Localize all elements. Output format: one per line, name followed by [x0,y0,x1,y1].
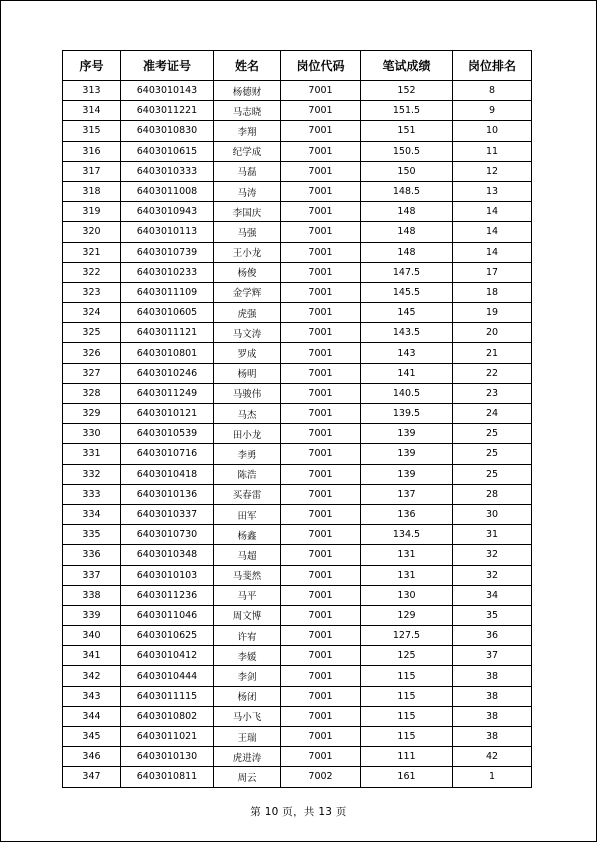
cell-rank: 11 [453,141,532,161]
cell-name: 马志晓 [214,101,281,121]
cell-exam-id: 6403011109 [121,282,214,302]
cell-exam-id: 6403011121 [121,323,214,343]
cell-rank: 21 [453,343,532,363]
cell-name: 李翔 [214,121,281,141]
cell-seq: 314 [63,101,121,121]
cell-post-code: 7001 [281,242,361,262]
cell-name: 马斐然 [214,565,281,585]
table-row [63,81,532,101]
cell-rank: 19 [453,303,532,323]
cell-post-code: 7001 [281,727,361,747]
cell-seq: 328 [63,383,121,403]
cell-score: 134.5 [361,525,453,545]
cell-name: 马涛 [214,181,281,201]
cell-seq: 329 [63,404,121,424]
cell-rank: 38 [453,666,532,686]
cell-rank: 13 [453,181,532,201]
cell-seq: 324 [63,303,121,323]
cell-seq: 316 [63,141,121,161]
table-row [63,161,532,181]
cell-name: 杨德财 [214,81,281,101]
cell-name: 纪学成 [214,141,281,161]
header-row [63,51,532,81]
cell-exam-id: 6403010943 [121,202,214,222]
cell-post-code: 7001 [281,605,361,625]
cell-exam-id: 6403010412 [121,646,214,666]
table-row [63,525,532,545]
table-row [63,605,532,625]
score-table [62,50,532,788]
table-row [63,404,532,424]
cell-rank: 14 [453,202,532,222]
cell-seq: 338 [63,585,121,605]
cell-rank: 36 [453,626,532,646]
header-score: 笔试成绩 [361,51,453,81]
table-row [63,323,532,343]
cell-rank: 32 [453,565,532,585]
cell-post-code: 7001 [281,222,361,242]
table-row [63,706,532,726]
table-row [63,747,532,767]
cell-exam-id: 6403011008 [121,181,214,201]
cell-score: 115 [361,666,453,686]
cell-score: 148 [361,222,453,242]
cell-score: 151 [361,121,453,141]
cell-exam-id: 6403010246 [121,363,214,383]
cell-post-code: 7001 [281,101,361,121]
cell-score: 145 [361,303,453,323]
cell-name: 陈浩 [214,464,281,484]
cell-post-code: 7001 [281,141,361,161]
cell-score: 148 [361,242,453,262]
table-row [63,141,532,161]
cell-name: 李勇 [214,444,281,464]
cell-seq: 315 [63,121,121,141]
cell-seq: 334 [63,504,121,524]
header-exam-id: 准考证号 [121,51,214,81]
cell-exam-id: 6403010121 [121,404,214,424]
cell-seq: 326 [63,343,121,363]
cell-exam-id: 6403010333 [121,161,214,181]
table-row [63,121,532,141]
header-seq: 序号 [63,51,121,81]
cell-score: 148.5 [361,181,453,201]
cell-post-code: 7001 [281,121,361,141]
table-row [63,424,532,444]
cell-rank: 12 [453,161,532,181]
cell-post-code: 7001 [281,686,361,706]
cell-post-code: 7001 [281,585,361,605]
cell-name: 周文博 [214,605,281,625]
cell-rank: 25 [453,424,532,444]
cell-post-code: 7001 [281,545,361,565]
cell-post-code: 7001 [281,706,361,726]
header-rank: 岗位排名 [453,51,532,81]
table-row [63,767,532,787]
cell-name: 李媛 [214,646,281,666]
cell-seq: 340 [63,626,121,646]
cell-name: 杨明 [214,363,281,383]
table-row [63,686,532,706]
cell-exam-id: 6403010716 [121,444,214,464]
cell-seq: 337 [63,565,121,585]
cell-rank: 38 [453,686,532,706]
cell-seq: 319 [63,202,121,222]
cell-seq: 336 [63,545,121,565]
cell-rank: 28 [453,484,532,504]
cell-exam-id: 6403011046 [121,605,214,625]
cell-score: 143 [361,343,453,363]
cell-post-code: 7001 [281,343,361,363]
table-row [63,646,532,666]
cell-exam-id: 6403011021 [121,727,214,747]
cell-post-code: 7001 [281,363,361,383]
cell-exam-id: 6403010801 [121,343,214,363]
cell-exam-id: 6403010811 [121,767,214,787]
cell-score: 141 [361,363,453,383]
cell-name: 罗成 [214,343,281,363]
cell-score: 148 [361,202,453,222]
header-name: 姓名 [214,51,281,81]
cell-rank: 38 [453,706,532,726]
table-row [63,585,532,605]
table-row [63,504,532,524]
cell-name: 虎进涛 [214,747,281,767]
cell-seq: 321 [63,242,121,262]
cell-rank: 25 [453,464,532,484]
table-row [63,181,532,201]
cell-score: 131 [361,545,453,565]
cell-seq: 347 [63,767,121,787]
table-row [63,666,532,686]
cell-post-code: 7001 [281,464,361,484]
cell-name: 田小龙 [214,424,281,444]
cell-rank: 20 [453,323,532,343]
cell-rank: 31 [453,525,532,545]
cell-score: 147.5 [361,262,453,282]
cell-name: 许宥 [214,626,281,646]
cell-score: 145.5 [361,282,453,302]
table-row [63,262,532,282]
cell-rank: 32 [453,545,532,565]
cell-rank: 8 [453,81,532,101]
cell-seq: 317 [63,161,121,181]
cell-rank: 30 [453,504,532,524]
cell-rank: 10 [453,121,532,141]
cell-name: 马强 [214,222,281,242]
cell-name: 马超 [214,545,281,565]
cell-exam-id: 6403011115 [121,686,214,706]
cell-name: 李国庆 [214,202,281,222]
cell-post-code: 7001 [281,646,361,666]
cell-score: 152 [361,81,453,101]
cell-exam-id: 6403010539 [121,424,214,444]
cell-name: 马磊 [214,161,281,181]
cell-name: 虎强 [214,303,281,323]
cell-post-code: 7001 [281,504,361,524]
cell-score: 139 [361,444,453,464]
cell-score: 130 [361,585,453,605]
cell-seq: 330 [63,424,121,444]
cell-rank: 35 [453,605,532,625]
cell-name: 李剑 [214,666,281,686]
cell-seq: 344 [63,706,121,726]
table-row [63,565,532,585]
cell-post-code: 7001 [281,282,361,302]
cell-score: 127.5 [361,626,453,646]
cell-score: 137 [361,484,453,504]
table-row [63,363,532,383]
cell-exam-id: 6403011221 [121,101,214,121]
cell-rank: 22 [453,363,532,383]
table-row [63,727,532,747]
cell-exam-id: 6403010136 [121,484,214,504]
table-row [63,222,532,242]
cell-name: 杨闭 [214,686,281,706]
cell-post-code: 7001 [281,484,361,504]
cell-score: 139 [361,464,453,484]
cell-rank: 1 [453,767,532,787]
cell-seq: 342 [63,666,121,686]
table-row [63,101,532,121]
cell-name: 马文涛 [214,323,281,343]
cell-rank: 34 [453,585,532,605]
cell-exam-id: 6403010802 [121,706,214,726]
cell-score: 129 [361,605,453,625]
cell-rank: 24 [453,404,532,424]
cell-name: 杨俊 [214,262,281,282]
table-row [63,444,532,464]
cell-rank: 18 [453,282,532,302]
cell-name: 马骏伟 [214,383,281,403]
table-row [63,303,532,323]
cell-seq: 333 [63,484,121,504]
cell-score: 150 [361,161,453,181]
page-footer: 第 10 页，共 13 页 [250,806,347,818]
cell-post-code: 7001 [281,424,361,444]
cell-name: 马平 [214,585,281,605]
cell-post-code: 7001 [281,666,361,686]
cell-exam-id: 6403010233 [121,262,214,282]
cell-rank: 23 [453,383,532,403]
cell-post-code: 7001 [281,81,361,101]
cell-name: 买春雷 [214,484,281,504]
cell-post-code: 7001 [281,323,361,343]
cell-post-code: 7001 [281,161,361,181]
cell-exam-id: 6403010348 [121,545,214,565]
table-row [63,484,532,504]
cell-name: 周云 [214,767,281,787]
cell-post-code: 7001 [281,303,361,323]
cell-exam-id: 6403010337 [121,504,214,524]
cell-score: 111 [361,747,453,767]
cell-post-code: 7001 [281,383,361,403]
cell-exam-id: 6403011236 [121,585,214,605]
cell-post-code: 7001 [281,202,361,222]
cell-seq: 322 [63,262,121,282]
cell-post-code: 7001 [281,565,361,585]
cell-seq: 341 [63,646,121,666]
table-header [63,51,532,81]
cell-post-code: 7002 [281,767,361,787]
cell-name: 王瑞 [214,727,281,747]
cell-exam-id: 6403010130 [121,747,214,767]
cell-exam-id: 6403010444 [121,666,214,686]
cell-rank: 17 [453,262,532,282]
cell-score: 139 [361,424,453,444]
table-row [63,202,532,222]
cell-post-code: 7001 [281,747,361,767]
cell-name: 马小飞 [214,706,281,726]
cell-post-code: 7001 [281,404,361,424]
cell-post-code: 7001 [281,444,361,464]
cell-rank: 37 [453,646,532,666]
cell-score: 125 [361,646,453,666]
table-row [63,383,532,403]
cell-score: 143.5 [361,323,453,343]
cell-name: 金学辉 [214,282,281,302]
cell-post-code: 7001 [281,181,361,201]
cell-rank: 25 [453,444,532,464]
cell-exam-id: 6403010615 [121,141,214,161]
cell-exam-id: 6403010103 [121,565,214,585]
cell-rank: 38 [453,727,532,747]
cell-exam-id: 6403010625 [121,626,214,646]
cell-score: 150.5 [361,141,453,161]
cell-score: 115 [361,727,453,747]
cell-score: 161 [361,767,453,787]
cell-seq: 325 [63,323,121,343]
cell-rank: 9 [453,101,532,121]
cell-name: 田军 [214,504,281,524]
cell-seq: 345 [63,727,121,747]
cell-score: 139.5 [361,404,453,424]
cell-score: 140.5 [361,383,453,403]
table-row [63,626,532,646]
cell-exam-id: 6403010143 [121,81,214,101]
table-row [63,545,532,565]
cell-seq: 332 [63,464,121,484]
cell-score: 115 [361,686,453,706]
cell-seq: 327 [63,363,121,383]
cell-exam-id: 6403010730 [121,525,214,545]
cell-seq: 318 [63,181,121,201]
cell-seq: 343 [63,686,121,706]
cell-rank: 14 [453,222,532,242]
table-row [63,282,532,302]
cell-seq: 323 [63,282,121,302]
cell-post-code: 7001 [281,525,361,545]
cell-exam-id: 6403010113 [121,222,214,242]
cell-seq: 335 [63,525,121,545]
cell-exam-id: 6403010418 [121,464,214,484]
table-row [63,242,532,262]
cell-exam-id: 6403010830 [121,121,214,141]
cell-name: 王小龙 [214,242,281,262]
cell-exam-id: 6403010605 [121,303,214,323]
cell-score: 136 [361,504,453,524]
header-post-code: 岗位代码 [281,51,361,81]
cell-exam-id: 6403010739 [121,242,214,262]
table-row [63,464,532,484]
cell-seq: 320 [63,222,121,242]
cell-score: 131 [361,565,453,585]
cell-score: 151.5 [361,101,453,121]
cell-seq: 313 [63,81,121,101]
cell-name: 杨鑫 [214,525,281,545]
cell-seq: 339 [63,605,121,625]
cell-rank: 14 [453,242,532,262]
cell-score: 115 [361,706,453,726]
cell-name: 马杰 [214,404,281,424]
cell-seq: 331 [63,444,121,464]
table-row [63,343,532,363]
cell-exam-id: 6403011249 [121,383,214,403]
table-body [63,81,532,788]
cell-rank: 42 [453,747,532,767]
cell-post-code: 7001 [281,626,361,646]
cell-seq: 346 [63,747,121,767]
cell-post-code: 7001 [281,262,361,282]
